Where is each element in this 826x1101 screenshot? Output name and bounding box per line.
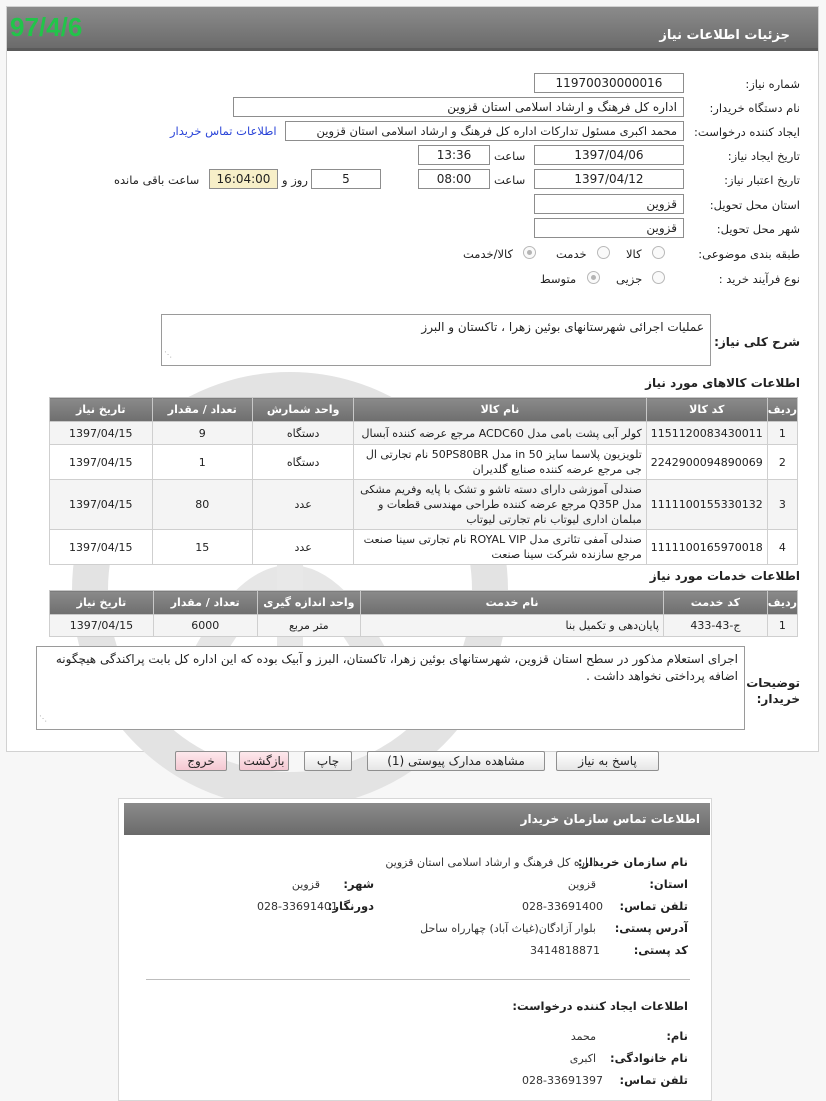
buyer-notes-textarea: [36, 646, 745, 730]
header-bar: [7, 7, 818, 51]
col-date: تاریخ نیاز: [50, 591, 154, 615]
col-row: ردیف: [767, 398, 797, 422]
col-name: نام خدمت: [361, 591, 664, 615]
creator-family-value: اکبری: [569, 1052, 596, 1065]
category-goods-label: کالا: [626, 247, 642, 261]
col-row: ردیف: [767, 591, 797, 615]
province-label: استان محل تحویل:: [709, 198, 800, 212]
resize-grip-icon: ⋰: [39, 714, 47, 723]
process-minor-radio[interactable]: [652, 271, 665, 284]
back-button[interactable]: بازگشت: [239, 751, 289, 771]
contact-fax-value: 028-33691401: [257, 900, 338, 913]
resize-grip-icon: ⋰: [164, 350, 172, 359]
table-row: 3 1111100155330132 صندلی آموزشی دارای دسته تاشو و تشک با پایه وفریم مشکی مدل Q35P مرجع عرضه کننده طراحی مهندسی قطعات و مبلمان اداری لیوتاب نام تجارتی لیوتاب عدد 80 1397/04/15: [50, 480, 798, 530]
col-qty: تعداد / مقدار: [152, 398, 253, 422]
table-row: 1 1151120083430011 کولر آبی پشت بامی مدل ACDC60 مرجع عرضه کننده آبسال دستگاه 9 1397/04/15: [50, 422, 798, 445]
buyer-org-field: اداره کل فرهنگ و ارشاد اسلامی استان قزوین: [233, 97, 684, 117]
creator-name-value: محمد: [570, 1030, 596, 1043]
created-time-label: ساعت: [494, 149, 526, 163]
exit-button[interactable]: خروج: [175, 751, 227, 771]
province-field: قزوین: [534, 194, 684, 214]
contact-org-value: اداره کل فرهنگ و ارشاد اسلامی استان قزوین: [385, 856, 596, 869]
buyer-org-label: نام دستگاه خریدار:: [709, 101, 800, 115]
view-attachments-button[interactable]: مشاهده مدارک پیوستی (1): [367, 751, 545, 771]
col-code: کد خدمت: [664, 591, 768, 615]
page-title: جزئیات اطلاعات نیاز: [659, 28, 790, 43]
creator-section-title: اطلاعات ایجاد کننده درخواست:: [512, 999, 688, 1013]
contact-divider: [146, 979, 690, 980]
summary-text: عملیات اجرائی شهرستانهای بوئین زهرا ، تاکستان و البرز: [421, 320, 704, 334]
category-goods-radio[interactable]: [652, 246, 665, 259]
creator-phone-label: تلفن تماس:: [619, 1073, 688, 1087]
days-label: روز و: [282, 173, 308, 187]
process-minor-label: جزیی: [616, 272, 643, 286]
contact-org-label: نام سازمان خریدار:: [577, 855, 688, 869]
col-code: کد کالا: [646, 398, 767, 422]
created-date-label: تاریخ ایجاد نیاز:: [727, 149, 800, 163]
summary-label: شرح کلی نیاز:: [714, 335, 800, 349]
col-name: نام کالا: [354, 398, 647, 422]
created-date-field: 1397/04/06: [534, 145, 684, 165]
creator-family-label: نام خانوادگی:: [610, 1051, 688, 1065]
col-date: تاریخ نیاز: [50, 398, 153, 422]
col-unit: واحد اندازه گیری: [257, 591, 361, 615]
requester-field: محمد اکبری مسئول تدارکات اداره کل فرهنگ و ارشاد اسلامی استان قزوین: [285, 121, 684, 141]
days-remaining-field: 5: [311, 169, 381, 189]
contact-phone-label: تلفن تماس:: [619, 899, 688, 913]
col-qty: تعداد / مقدار: [153, 591, 257, 615]
goods-table: [49, 397, 798, 565]
created-time-field: 13:36: [418, 145, 490, 165]
buyer-notes-text: اجرای استعلام مذکور در سطح استان قزوین، شهرستانهای بوئین زهرا، تاکستان، البرز و آبیک بوده که این اداره کل بابت پراکندگی هیچگونه اضافه پرداختی نخواهد داشت .: [55, 652, 738, 683]
contact-postal-value: 3414818871: [530, 944, 600, 957]
creator-phone-value: 028-33691397: [522, 1074, 603, 1087]
goods-header-row: [50, 398, 798, 422]
process-medium-radio[interactable]: [587, 271, 600, 284]
process-label: نوع فرآیند خرید :: [718, 272, 800, 286]
need-number-label: شماره نیاز:: [745, 77, 800, 91]
need-number-field: 11970030000016: [534, 73, 684, 93]
validity-date-field: 1397/04/12: [534, 169, 684, 189]
validity-date-label: تاریخ اعتبار نیاز:: [724, 173, 800, 187]
table-row: 4 1111100165970018 صندلی آمفی تئاتری مدل ROYAL VIP نام تجارتی سینا صنعت مرجع سازنده شرکت سینا صنعت عدد 15 1397/04/15: [50, 530, 798, 565]
summary-textarea: [161, 314, 711, 366]
requester-label: ایجاد کننده درخواست:: [694, 125, 800, 139]
contact-phone-value: 028-33691400: [522, 900, 603, 913]
services-header-row: [50, 591, 798, 615]
contact-province-value: قزوین: [567, 878, 596, 891]
process-medium-label: متوسط: [540, 272, 577, 286]
contact-city-label: شهر:: [343, 877, 374, 891]
category-service-radio[interactable]: [597, 246, 610, 259]
services-section-title: اطلاعات خدمات مورد نیاز: [649, 569, 800, 583]
contact-address-label: آدرس پستی:: [614, 921, 688, 935]
reply-button[interactable]: پاسخ به نیاز: [556, 751, 659, 771]
goods-section-title: اطلاعات کالاهای مورد نیاز: [645, 376, 800, 390]
validity-time-field: 08:00: [418, 169, 490, 189]
contact-fax-label: دورنگار:: [327, 899, 374, 913]
print-button[interactable]: چاپ: [304, 751, 352, 771]
date-stamp: 97/4/6: [10, 12, 83, 42]
city-label: شهر محل تحویل:: [716, 222, 800, 236]
contact-city-value: قزوین: [291, 878, 320, 891]
table-row: 1 ج-43-433 پایان‌دهی و تکمیل بنا متر مربع 6000 1397/04/15: [50, 615, 798, 637]
category-goods-service-label: کالا/خدمت: [463, 247, 514, 261]
category-service-label: خدمت: [556, 247, 587, 261]
services-table: [49, 590, 798, 637]
time-remaining-label: ساعت باقی مانده: [114, 173, 200, 187]
category-label: طبقه بندی موضوعی:: [698, 247, 800, 261]
contact-address-value: بلوار آزادگان(غیاث آباد) چهارراه ساحل: [420, 922, 596, 935]
buyer-notes-label: توضیحات خریدار:: [746, 676, 800, 706]
contact-province-label: استان:: [649, 877, 688, 891]
category-goods-service-radio[interactable]: [523, 246, 536, 259]
time-remaining-field: 16:04:00: [209, 169, 278, 189]
table-row: 2 2242900094890069 تلویزیون پلاسما سایز 50 in مدل 50PS80BR نام تجارتی ال جی مرجع عرضه کننده صنایع گلدیران دستگاه 1 1397/04/15: [50, 445, 798, 480]
contact-postal-label: کد پستی:: [633, 943, 688, 957]
buyer-contact-link[interactable]: اطلاعات تماس خریدار: [170, 124, 277, 138]
validity-time-label: ساعت: [494, 173, 526, 187]
col-unit: واحد شمارش: [253, 398, 354, 422]
city-field: قزوین: [534, 218, 684, 238]
creator-name-label: نام:: [666, 1029, 688, 1043]
contact-header: [124, 803, 710, 835]
contact-title: اطلاعات تماس سازمان خریدار: [520, 812, 700, 826]
